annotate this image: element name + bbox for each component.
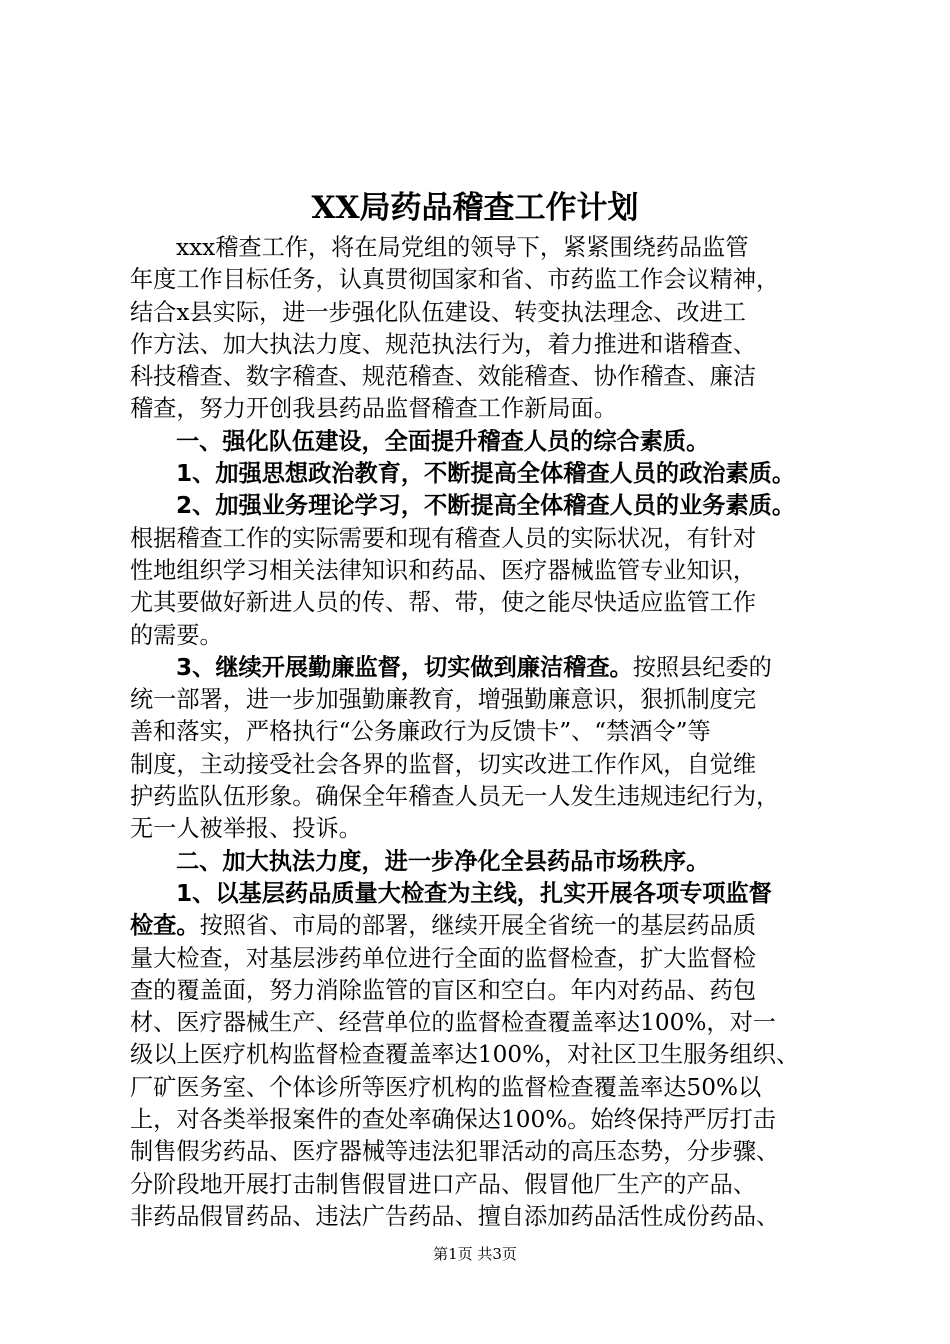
paragraph-line: 稽查，努力开创我县药品监督稽查工作新局面。 xyxy=(130,395,617,423)
section-heading: 一、强化队伍建设，全面提升稽查人员的综合素质。 xyxy=(176,427,710,455)
subsection-heading: 1、以基层药品质量大检查为主线，扎实开展各项专项监督 xyxy=(176,879,772,907)
paragraph-line: 善和落实，严格执行“公务廉政行为反馈卡”、“禁酒令”等 xyxy=(130,718,711,746)
paragraph-line: 材、医疗器械生产、经营单位的监督检查覆盖率达100%，对一 xyxy=(130,1009,776,1037)
paragraph-line: 的需要。 xyxy=(130,621,223,649)
paragraph-line: 护药监队伍形象。确保全年稽查人员无一人发生违规违纪行为， xyxy=(130,783,780,811)
paragraph-line: xxx稽查工作，将在局党组的领导下，紧紧围绕药品监管 xyxy=(176,234,749,261)
paragraph-line: 制售假劣药品、医疗器械等违法犯罪活动的高压态势，分步骤、 xyxy=(130,1138,780,1166)
paragraph-line: 无一人被举报、投诉。 xyxy=(130,815,362,843)
section-heading: 二、加大执法力度，进一步净化全县药品市场秩序。 xyxy=(176,847,710,875)
document-title: XX局药品稽查工作计划 xyxy=(311,190,639,226)
paragraph-line: 作方法、加大执法力度、规范执法行为，着力推进和谐稽查、 xyxy=(130,330,757,358)
subsection-heading: 2、加强业务理论学习，不断提高全体稽查人员的业务素质。 xyxy=(176,492,796,520)
paragraph-line: 结合x县实际，进一步强化队伍建设、转变执法理念、改进工 xyxy=(130,298,746,326)
paragraph-line xyxy=(130,910,832,942)
paragraph-line: 年度工作目标任务，认真贯彻国家和省、市药监工作会议精神， xyxy=(130,266,780,294)
paragraph-line: 厂矿医务室、个体诊所等医疗机构的监督检查覆盖率达50%以 xyxy=(130,1073,762,1101)
paragraph-text: 按照县纪委的 xyxy=(632,653,772,681)
paragraph-line: 制度，主动接受社会各界的监督，切实改进工作作风，自觉维 xyxy=(130,750,757,778)
paragraph-line: 根据稽查工作的实际需要和现有稽查人员的实际状况，有针对 xyxy=(130,524,757,552)
paragraph-line: 尤其要做好新进人员的传、帮、带，使之能尽快适应监管工作 xyxy=(130,589,757,617)
paragraph-text: 按照省、市局的部署，继续开展全省统一的基层药品质 xyxy=(199,912,757,940)
paragraph-line xyxy=(130,652,832,684)
paragraph-line: 科技稽查、数字稽查、规范稽查、效能稽查、协作稽查、廉洁 xyxy=(130,363,757,391)
paragraph-line: 级以上医疗机构监督检查覆盖率达100%，对社区卫生服务组织、 xyxy=(130,1041,800,1069)
subsection-heading: 3、继续开展勤廉监督，切实做到廉洁稽查。 xyxy=(176,653,633,681)
paragraph-line: 分阶段地开展打击制售假冒进口产品、假冒他厂生产的产品、 xyxy=(130,1170,757,1198)
page-number-footer: 第1页 共3页 xyxy=(433,1245,517,1263)
paragraph-line: 查的覆盖面，努力消除监管的盲区和空白。年内对药品、药包 xyxy=(130,976,757,1004)
paragraph-line: 上，对各类举报案件的查处率确保达100%。始终保持严厉打击 xyxy=(130,1106,776,1134)
paragraph-line: 性地组织学习相关法律知识和药品、医疗器械监管专业知识， xyxy=(130,556,757,584)
subsection-heading: 1、加强思想政治教育，不断提高全体稽查人员的政治素质。 xyxy=(176,460,796,488)
paragraph-line: 统一部署，进一步加强勤廉教育，增强勤廉意识，狠抓制度完 xyxy=(130,686,757,714)
paragraph-line: 量大检查，对基层涉药单位进行全面的监督检查，扩大监督检 xyxy=(130,944,757,972)
paragraph-line: 非药品假冒药品、违法广告药品、擅自添加药品活性成份药品、 xyxy=(130,1202,780,1230)
document-body xyxy=(130,232,832,1233)
subsection-heading: 检查。 xyxy=(130,912,200,940)
